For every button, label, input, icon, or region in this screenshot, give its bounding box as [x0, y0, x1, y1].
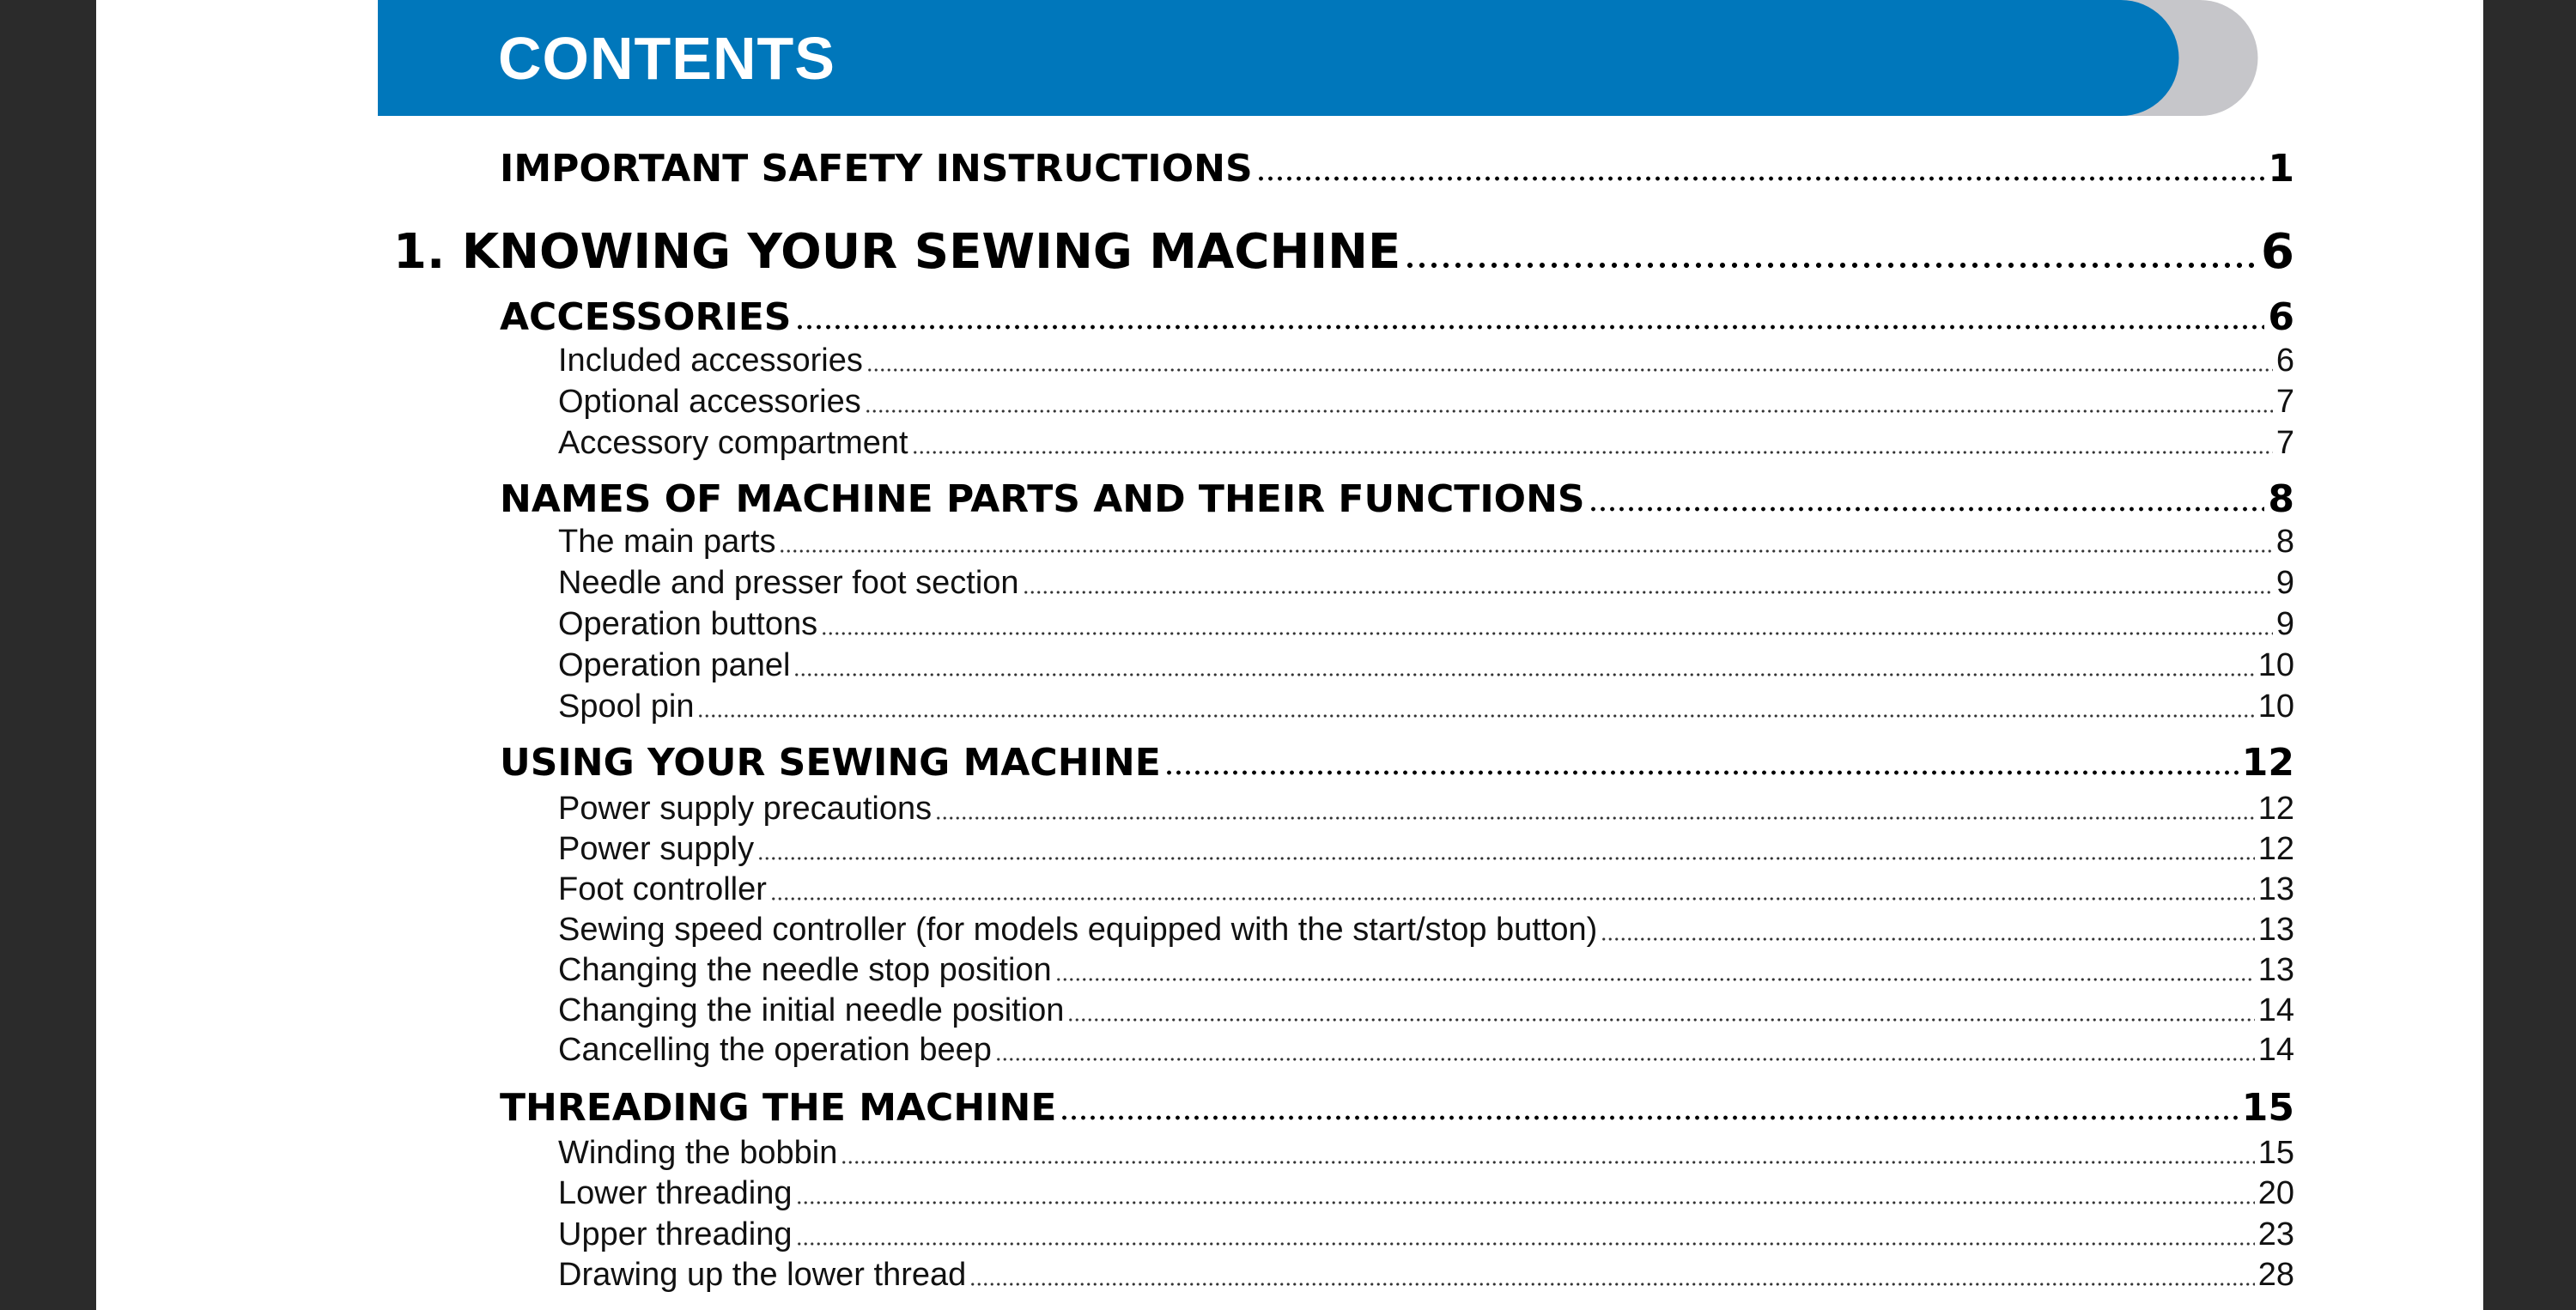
toc-item[interactable] [558, 1252, 2294, 1294]
toc-entry-page: 8 [2268, 477, 2294, 521]
toc-entry-label: 1. KNOWING YOUR SEWING MACHINE [393, 224, 1401, 280]
toc-item-page: 28 [2257, 1257, 2294, 1293]
document-page [96, 0, 2483, 1310]
toc-item[interactable] [558, 1171, 2294, 1212]
toc-item-page: 23 [2257, 1216, 2294, 1252]
toc-item-page: 9 [2275, 606, 2294, 642]
dot-leader [1055, 977, 2255, 982]
toc-item-label: Drawing up the lower thread [558, 1257, 967, 1293]
toc-entry-page: 6 [2268, 295, 2294, 339]
toc-item[interactable] [558, 684, 2294, 725]
toc-item-label: Operation panel [558, 647, 791, 683]
toc-item-label: Accessory compartment [558, 425, 908, 461]
toc-item-page: 9 [2275, 565, 2294, 601]
toc-item-label: Included accessories [558, 343, 863, 379]
toc-section-threading[interactable] [500, 1077, 2294, 1130]
toc-entry-page: 6 [2261, 224, 2294, 280]
dot-leader [796, 1200, 2255, 1205]
dot-leader [1023, 590, 2273, 595]
toc-item[interactable] [558, 602, 2294, 643]
toc-item[interactable] [558, 519, 2294, 561]
toc-item[interactable] [558, 1028, 2294, 1069]
toc-entry-page: 12 [2241, 741, 2294, 785]
dot-leader [793, 672, 2254, 677]
toc-item-label: Lower threading [558, 1175, 793, 1211]
toc-item-page: 13 [2257, 912, 2294, 948]
toc-item[interactable] [558, 867, 2294, 908]
toc-item[interactable] [558, 988, 2294, 1029]
toc-item-label: Needle and presser foot section [558, 565, 1019, 601]
toc-item-page: 7 [2275, 384, 2294, 420]
dot-leader [866, 367, 2273, 373]
dot-leader [969, 1282, 2254, 1287]
dot-leader [1164, 769, 2239, 776]
toc-item-label: Upper threading [558, 1216, 793, 1252]
toc-section-machine-parts[interactable] [500, 468, 2294, 521]
toc-item-label: Foot controller [558, 871, 767, 907]
toc-item[interactable] [558, 827, 2294, 868]
dot-leader [770, 896, 2255, 901]
toc-item[interactable] [558, 421, 2294, 462]
toc-entry-label: NAMES OF MACHINE PARTS AND THEIR FUNCTIONS [500, 477, 1585, 521]
dot-leader [1589, 506, 2265, 512]
dot-leader [912, 450, 2273, 455]
toc-item-label: The main parts [558, 524, 776, 560]
toc-item-label: Power supply precautions [558, 791, 933, 827]
dot-leader [935, 816, 2255, 821]
toc-item-label: Cancelling the operation beep [558, 1032, 992, 1068]
table-of-contents [96, 0, 2483, 1310]
toc-item-label: Power supply [558, 831, 755, 867]
toc-item-page: 10 [2257, 647, 2294, 683]
toc-item-label: Sewing speed controller (for models equipped with the start/stop button) [558, 912, 1598, 948]
toc-item-label: Spool pin [558, 688, 695, 725]
toc-item-page: 13 [2257, 952, 2294, 988]
toc-entry-safety[interactable] [500, 137, 2294, 191]
toc-item[interactable] [558, 786, 2294, 828]
dot-leader [1060, 1114, 2238, 1121]
toc-item[interactable] [558, 643, 2294, 684]
toc-chapter-1[interactable] [393, 213, 2294, 280]
toc-item-label: Changing the needle stop position [558, 952, 1052, 988]
toc-item-label: Winding the bobbin [558, 1135, 838, 1171]
toc-item-page: 6 [2275, 343, 2294, 379]
toc-item[interactable] [558, 948, 2294, 989]
toc-item-page: 20 [2257, 1175, 2294, 1211]
page-title: CONTENTS [498, 25, 835, 92]
dot-leader [865, 409, 2273, 414]
dot-leader [841, 1160, 2254, 1165]
dot-leader [796, 1241, 2255, 1246]
toc-item-page: 14 [2257, 992, 2294, 1028]
dot-leader [1256, 175, 2265, 182]
dot-leader [821, 631, 2273, 636]
toc-section-using-machine[interactable] [500, 731, 2294, 785]
toc-entry-label: THREADING THE MACHINE [500, 1086, 1057, 1130]
toc-item-page: 14 [2257, 1032, 2294, 1068]
toc-entry-page: 1 [2268, 147, 2294, 191]
dot-leader [995, 1057, 2255, 1062]
dot-leader [779, 549, 2272, 554]
toc-item-page: 15 [2257, 1135, 2294, 1171]
toc-section-accessories[interactable] [500, 286, 2294, 339]
toc-item[interactable] [558, 338, 2294, 379]
toc-item-page: 12 [2257, 831, 2294, 867]
dot-leader [697, 713, 2254, 719]
dot-leader [1067, 1017, 2254, 1022]
toc-entry-label: IMPORTANT SAFETY INSTRUCTIONS [500, 147, 1253, 191]
toc-item-label: Operation buttons [558, 606, 818, 642]
toc-item-page: 8 [2275, 524, 2294, 560]
toc-item[interactable] [558, 379, 2294, 421]
toc-item-page: 7 [2275, 425, 2294, 461]
toc-item[interactable] [558, 1131, 2294, 1172]
toc-item-page: 10 [2257, 688, 2294, 725]
toc-item-page: 12 [2257, 791, 2294, 827]
toc-entry-page: 15 [2241, 1086, 2294, 1130]
dot-leader [795, 324, 2265, 331]
toc-item[interactable] [558, 907, 2294, 949]
toc-item-label: Changing the initial needle position [558, 992, 1065, 1028]
toc-entry-label: USING YOUR SEWING MACHINE [500, 741, 1161, 785]
toc-item[interactable] [558, 561, 2294, 602]
toc-item-label: Optional accessories [558, 384, 861, 420]
dot-leader [757, 856, 2255, 861]
toc-entry-label: ACCESSORIES [500, 295, 792, 339]
dot-leader [1404, 261, 2257, 270]
toc-item-page: 13 [2257, 871, 2294, 907]
toc-item[interactable] [558, 1212, 2294, 1253]
dot-leader [1601, 937, 2254, 942]
